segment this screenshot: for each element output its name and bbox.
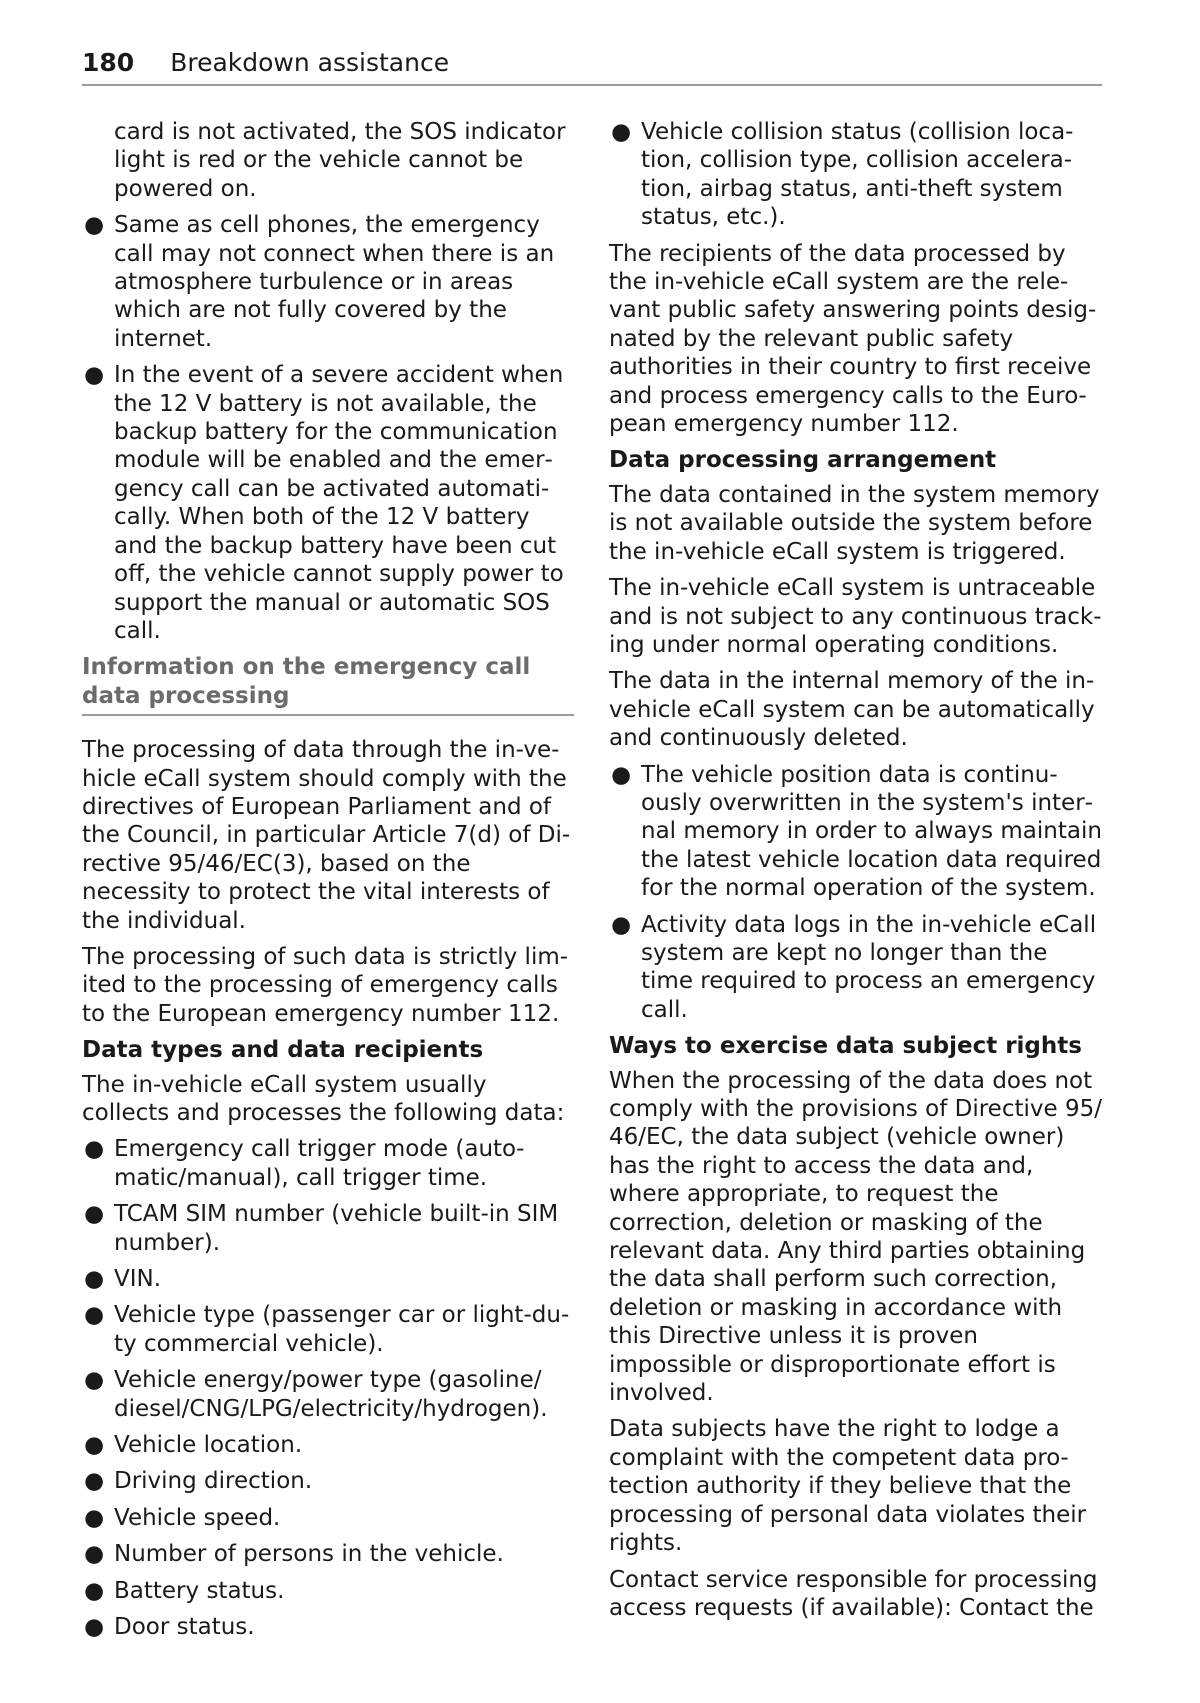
bullet-icon: ● [84, 1266, 105, 1293]
section-heading: Information on the emergency call data processing [82, 653, 574, 716]
right-column [609, 118, 1105, 1630]
continued-paragraph: card is not activated, the SOS indicator light is red or the vehicle cannot be powered on. [114, 119, 566, 202]
subheading: Ways to exercise data subject rights [609, 1033, 1082, 1060]
paragraph: The in-vehicle eCall system is untraceable and is not subject to any continuous tracking under normal operating conditions. [609, 575, 1102, 658]
data-types-list [82, 1135, 574, 1641]
section-title: Breakdown assistance [170, 48, 450, 77]
paragraph: When the processing of the data does not comply with the provisions of Directive 95/ 46/EC, the data subject (vehicle owner) has the right to access the data and, where appropriate, to request the correction, deletion or masking of the relevant data. Any third parties obtaining the data shall perform such correction, deletion or masking in accordance with this Directive unless it is proven impossible or disproportionate effort is involved. [609, 1067, 1102, 1407]
bullet-list [82, 211, 574, 645]
bullet-icon: ● [84, 1468, 105, 1495]
bullet-list [609, 118, 1105, 232]
list-item: ● Activity data logs in the in-vehicle eCall system are kept no longer than the time required to process an emergency call. [611, 911, 1097, 1023]
list-item: ● Vehicle speed. [84, 1504, 281, 1531]
subheading: Data processing arrangement [609, 447, 997, 474]
subheading: Data types and data recipients [82, 1037, 484, 1064]
bullet-icon: ● [611, 911, 632, 938]
list-item: ● Door status. [84, 1614, 255, 1641]
paragraph: The recipients of the data processed by the in-vehicle eCall system are the relevant public safety answering points designated by the relevant public safety authorities in their country to first receive and process emergency calls to the European emergency number 112. [609, 240, 1097, 438]
bullet-icon: ● [84, 1201, 105, 1228]
paragraph: The in-vehicle eCall system usually collects and processes the following data: [82, 1071, 565, 1126]
list-item: ● In the event of a severe accident when the 12 V battery is not available, the backup battery for the communication module will be enabled and the emergency call can be activated automatically. When both of the 12 V battery and the backup battery have been cut off, the vehicle cannot supply power to support the manual or automatic SOS call. [84, 362, 564, 644]
list-item: ● VIN. [84, 1266, 162, 1293]
list-item: ● Battery status. [84, 1577, 285, 1604]
bullet-icon: ● [84, 1614, 105, 1641]
paragraph: The data contained in the system memory is not available outside the system before the in-vehicle eCall system is triggered. [609, 481, 1100, 565]
list-item: ● Emergency call trigger mode (automatic/manual), call trigger time. [84, 1136, 525, 1191]
bullet-icon: ● [611, 119, 632, 145]
page-header [82, 44, 1102, 86]
list-item: ● Vehicle type (passenger car or light-duty commercial vehicle). [84, 1302, 570, 1357]
bullet-icon: ● [84, 1577, 105, 1604]
bullet-icon: ● [84, 1541, 105, 1568]
bullet-icon: ● [84, 1136, 105, 1163]
paragraph: Data subjects have the right to lodge a complaint with the competent data protection authority if they believe that the processing of personal data violates their rights. [609, 1416, 1087, 1557]
left-column [82, 118, 574, 1650]
paragraph: The data in the internal memory of the invehicle eCall system can be automatically and continuously deleted. [609, 668, 1095, 752]
list-item: ● Vehicle location. [84, 1432, 303, 1459]
list-item: ● Vehicle energy/power type (gasoline/ diesel/CNG/LPG/electricity/hydrogen). [84, 1367, 548, 1422]
bullet-icon: ● [611, 761, 632, 788]
list-item: ● Number of persons in the vehicle. [84, 1541, 504, 1568]
bullet-icon: ● [84, 362, 105, 389]
bullet-icon: ● [84, 1302, 105, 1329]
bullet-list [609, 761, 1105, 1025]
list-item: ● Vehicle collision status (collision location, collision type, collision acceleration, airbag status, anti-theft system status, etc.). [611, 119, 1074, 231]
list-item: ● TCAM SIM number (vehicle built-in SIM number). [84, 1201, 559, 1256]
bullet-icon: ● [84, 1504, 105, 1531]
bullet-icon: ● [84, 212, 105, 239]
bullet-icon: ● [84, 1367, 105, 1394]
page-number: 180 [82, 48, 135, 77]
paragraph: Contact service responsible for processing access requests (if available): Contact the [609, 1566, 1098, 1621]
list-item: ● Same as cell phones, the emergency call may not connect when there is an atmosphere turbulence or in areas which are not fully covered by the internet. [84, 212, 555, 352]
paragraph: The processing of data through the in-vehicle eCall system should comply with the directives of European Parliament and of the Council, in particular Article 7(d) of Directive 95/46/EC(3), based on the necessity to protect the vital interests of the individual. [82, 737, 571, 934]
bullet-icon: ● [84, 1432, 105, 1459]
paragraph: The processing of such data is strictly limited to the processing of emergency calls to the European emergency number 112. [82, 943, 569, 1027]
list-item: ● Driving direction. [84, 1468, 313, 1495]
list-item: ● The vehicle position data is continuously overwritten in the system's internal memory in order to always maintain the latest vehicle location data required for the normal operation of the system. [611, 761, 1102, 902]
